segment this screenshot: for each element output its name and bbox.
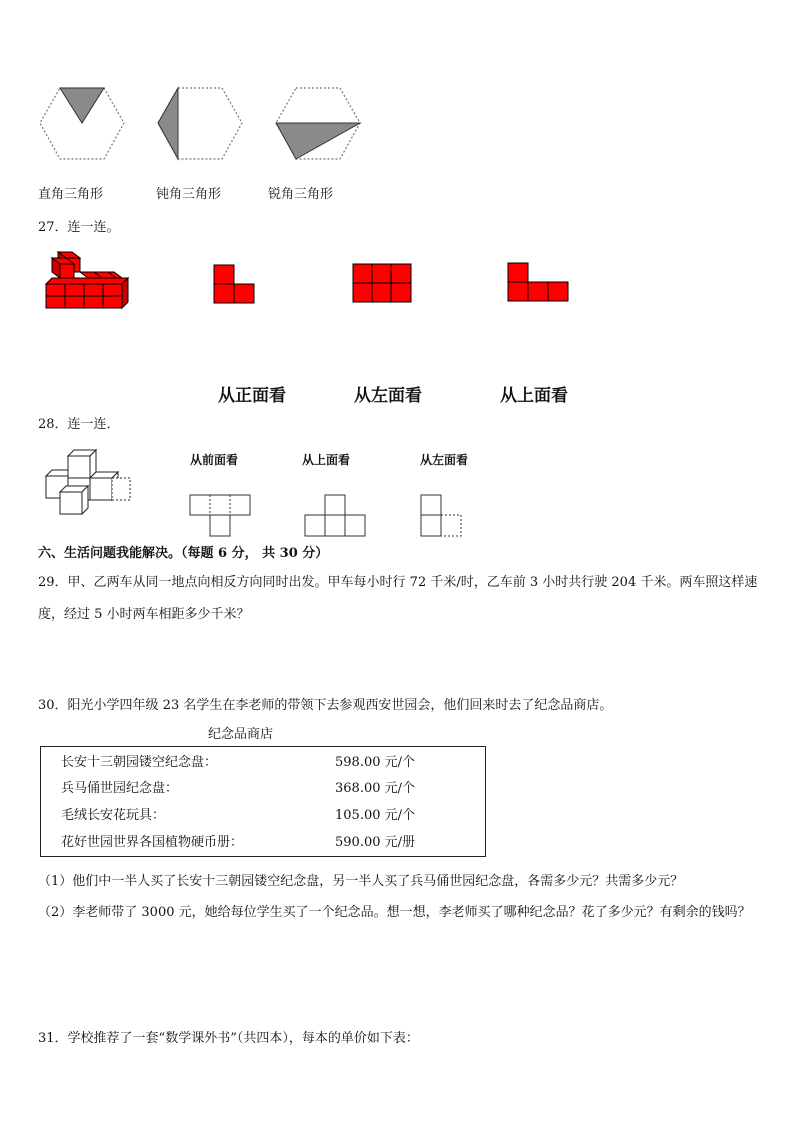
item-price: 368.00 元/个 [335, 781, 415, 796]
label-obtuse-triangle: 钝角三角形 [156, 187, 222, 202]
hexagon-acute-triangle [274, 86, 364, 162]
view-label-front: 从正面看 [218, 386, 286, 406]
red-view-l-shape-wide [507, 262, 569, 302]
red-cube-stack-3d [44, 250, 128, 312]
question-31-text: 31．学校推荐了一套“数学课外书”（共四本），每本的单价如下表： [38, 1031, 419, 1046]
price-list-box [40, 746, 486, 857]
view-label-front-28: 从前面看 [190, 453, 239, 467]
item-price: 590.00 元/册 [335, 835, 415, 850]
item-name: 毛绒长安花玩具： [61, 808, 166, 823]
label-acute-triangle: 锐角三角形 [268, 187, 334, 202]
view-label-left-28: 从左面看 [420, 453, 469, 467]
view-label-left: 从左面看 [354, 386, 422, 406]
question-28-title: 28．连一连． [38, 417, 120, 432]
outline-view-column [420, 494, 464, 538]
item-price: 598.00 元/个 [335, 755, 415, 770]
question-30-part-1: （1）他们中一半人买了长安十三朝园镂空纪念盘，另一半人买了兵马俑世园纪念盘，各需多少元？共需多少元？ [38, 874, 684, 889]
hexagon-obtuse-triangle [156, 86, 246, 162]
question-29-text: 29．甲、乙两车从同一地点向相反方向同时出发。甲车每小时行 72 千米/时，乙车前 3 小时共行驶 204 千米。两车照这样速度，经过 5 小时两车相距多少千米？ [38, 575, 758, 622]
shop-title: 纪念品商店 [208, 727, 274, 742]
wireframe-cube-stack [44, 450, 136, 518]
outline-view-inverted-t [304, 494, 366, 538]
item-price: 105.00 元/个 [335, 808, 415, 823]
view-label-top-28: 从上面看 [302, 453, 351, 467]
item-name: 花好世园世界各国植物硬币册： [61, 835, 244, 850]
question-30-part-2: （2）李老师带了 3000 元，她给每位学生买了一个纪念品。想一想，李老师买了哪种纪念品？花了多少元？有剩余的钱吗？ [38, 905, 751, 920]
hexagon-right-triangle [38, 86, 128, 162]
label-right-triangle: 直角三角形 [38, 187, 104, 202]
outline-view-t-shape [189, 494, 251, 538]
question-30-text: 30．阳光小学四年级 23 名学生在李老师的带领下去参观西安世园会，他们回来时去了纪念品商店。 [38, 698, 613, 713]
red-view-l-shape-small [213, 264, 255, 304]
item-name: 长安十三朝园镂空纪念盘： [61, 755, 218, 770]
item-name: 兵马俑世园纪念盘： [61, 781, 179, 796]
section-6-title: 六、生活问题我能解决。（每题 6 分， 共 30 分） [38, 546, 329, 561]
question-27-title: 27．连一连。 [38, 220, 120, 235]
red-view-rectangle-grid [352, 263, 412, 303]
view-label-top: 从上面看 [500, 386, 568, 406]
